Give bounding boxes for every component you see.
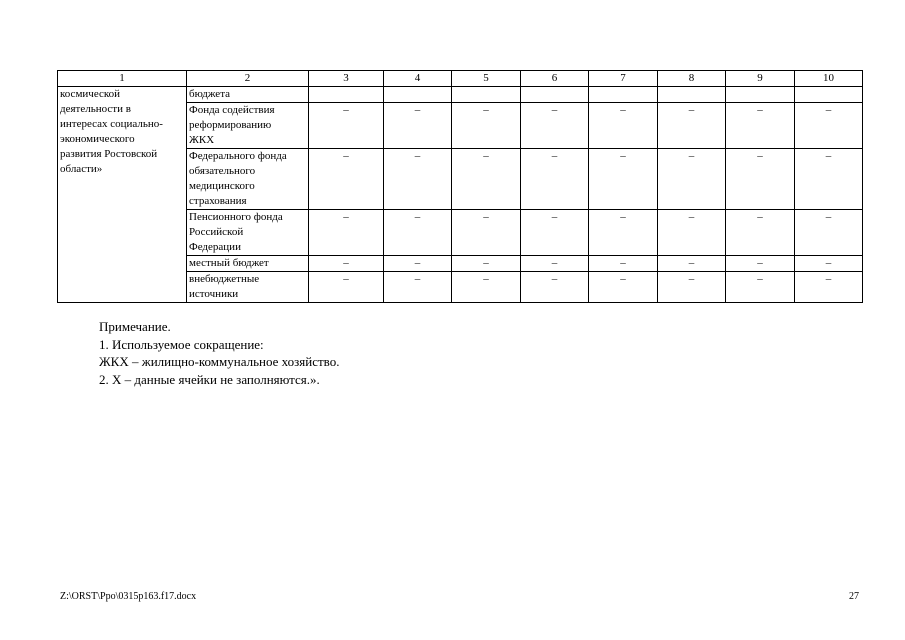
- value-cell: –: [521, 272, 589, 303]
- value-cell: –: [726, 256, 795, 272]
- funding-source-line: обязательного: [189, 165, 256, 177]
- value-cell: –: [795, 103, 863, 149]
- value-cell: –: [521, 103, 589, 149]
- program-name-line: космической: [60, 88, 121, 100]
- value-cell: [521, 87, 589, 103]
- value-cell: –: [452, 149, 521, 210]
- funding-source-line: Российской: [189, 226, 244, 238]
- funding-source-cell: [187, 149, 309, 210]
- funding-source-line: ЖКХ: [189, 134, 215, 146]
- value-cell: –: [309, 210, 384, 256]
- table-row: [58, 87, 863, 103]
- program-name-line: области»: [60, 163, 103, 175]
- value-cell: –: [589, 149, 658, 210]
- value-cell: –: [521, 149, 589, 210]
- value-cell: [726, 87, 795, 103]
- program-name-cell: [58, 87, 187, 303]
- value-cell: [384, 87, 452, 103]
- note-line-1: 1. Используемое сокращение:: [99, 336, 264, 352]
- column-header: 10: [795, 71, 863, 87]
- value-cell: [658, 87, 726, 103]
- column-header: 5: [452, 71, 521, 87]
- value-cell: –: [658, 272, 726, 303]
- column-header: 8: [658, 71, 726, 87]
- value-cell: –: [589, 210, 658, 256]
- value-cell: –: [795, 272, 863, 303]
- funding-source-line: местный бюджет: [189, 257, 269, 269]
- value-cell: –: [589, 256, 658, 272]
- funding-source-line: страхования: [189, 195, 247, 207]
- value-cell: –: [384, 149, 452, 210]
- value-cell: –: [726, 210, 795, 256]
- funding-source-line: бюджета: [189, 88, 231, 100]
- funding-source-line: Федерации: [189, 241, 241, 253]
- value-cell: –: [309, 149, 384, 210]
- value-cell: –: [658, 149, 726, 210]
- value-cell: [795, 87, 863, 103]
- page-number: 27: [849, 591, 859, 602]
- funding-source-line: Пенсионного фонда: [189, 211, 283, 223]
- value-cell: –: [726, 103, 795, 149]
- value-cell: –: [452, 103, 521, 149]
- value-cell: –: [795, 256, 863, 272]
- column-header: 2: [187, 71, 309, 87]
- value-cell: [309, 87, 384, 103]
- value-cell: –: [658, 103, 726, 149]
- value-cell: –: [309, 256, 384, 272]
- funding-source-line: источники: [189, 288, 239, 300]
- column-header: 6: [521, 71, 589, 87]
- budget-table: [57, 70, 863, 303]
- column-header: 1: [58, 71, 187, 87]
- note-line-3: 2. Х – данные ячейки не заполняются.».: [99, 371, 320, 387]
- funding-source-cell: [187, 210, 309, 256]
- value-cell: –: [452, 256, 521, 272]
- funding-source-line: медицинского: [189, 180, 255, 192]
- program-name-line: экономического: [60, 133, 135, 145]
- funding-source-cell: [187, 87, 309, 103]
- funding-source-line: Федерального фонда: [189, 150, 287, 162]
- column-header: 3: [309, 71, 384, 87]
- footer-file-path: Z:\ORST\Ppo\0315p163.f17.docx: [60, 591, 197, 602]
- value-cell: –: [795, 149, 863, 210]
- value-cell: –: [384, 103, 452, 149]
- value-cell: [589, 87, 658, 103]
- column-header: 4: [384, 71, 452, 87]
- value-cell: –: [521, 256, 589, 272]
- funding-source-cell: [187, 272, 309, 303]
- funding-source-cell: [187, 103, 309, 149]
- funding-source-line: внебюджетные: [189, 273, 260, 285]
- program-name-line: интересах социально-: [60, 118, 163, 130]
- column-header: 7: [589, 71, 658, 87]
- column-header: 9: [726, 71, 795, 87]
- header-row: [58, 71, 863, 87]
- funding-source-line: реформированию: [189, 119, 272, 131]
- value-cell: [452, 87, 521, 103]
- value-cell: –: [452, 272, 521, 303]
- program-name-line: деятельности в: [60, 103, 131, 115]
- value-cell: –: [309, 103, 384, 149]
- value-cell: –: [795, 210, 863, 256]
- value-cell: –: [726, 272, 795, 303]
- value-cell: –: [384, 210, 452, 256]
- value-cell: –: [589, 103, 658, 149]
- value-cell: –: [726, 149, 795, 210]
- value-cell: –: [658, 256, 726, 272]
- value-cell: –: [384, 272, 452, 303]
- value-cell: –: [589, 272, 658, 303]
- value-cell: –: [658, 210, 726, 256]
- note-title: Примечание.: [99, 319, 171, 334]
- value-cell: –: [384, 256, 452, 272]
- funding-source-cell: [187, 256, 309, 272]
- note-line-2: ЖКХ – жилищно-коммунальное хозяйство.: [99, 354, 340, 369]
- value-cell: –: [521, 210, 589, 256]
- funding-source-line: Фонда содействия: [189, 104, 275, 116]
- value-cell: –: [452, 210, 521, 256]
- program-name-line: развития Ростовской: [60, 148, 158, 160]
- note-block: [99, 318, 339, 388]
- value-cell: –: [309, 272, 384, 303]
